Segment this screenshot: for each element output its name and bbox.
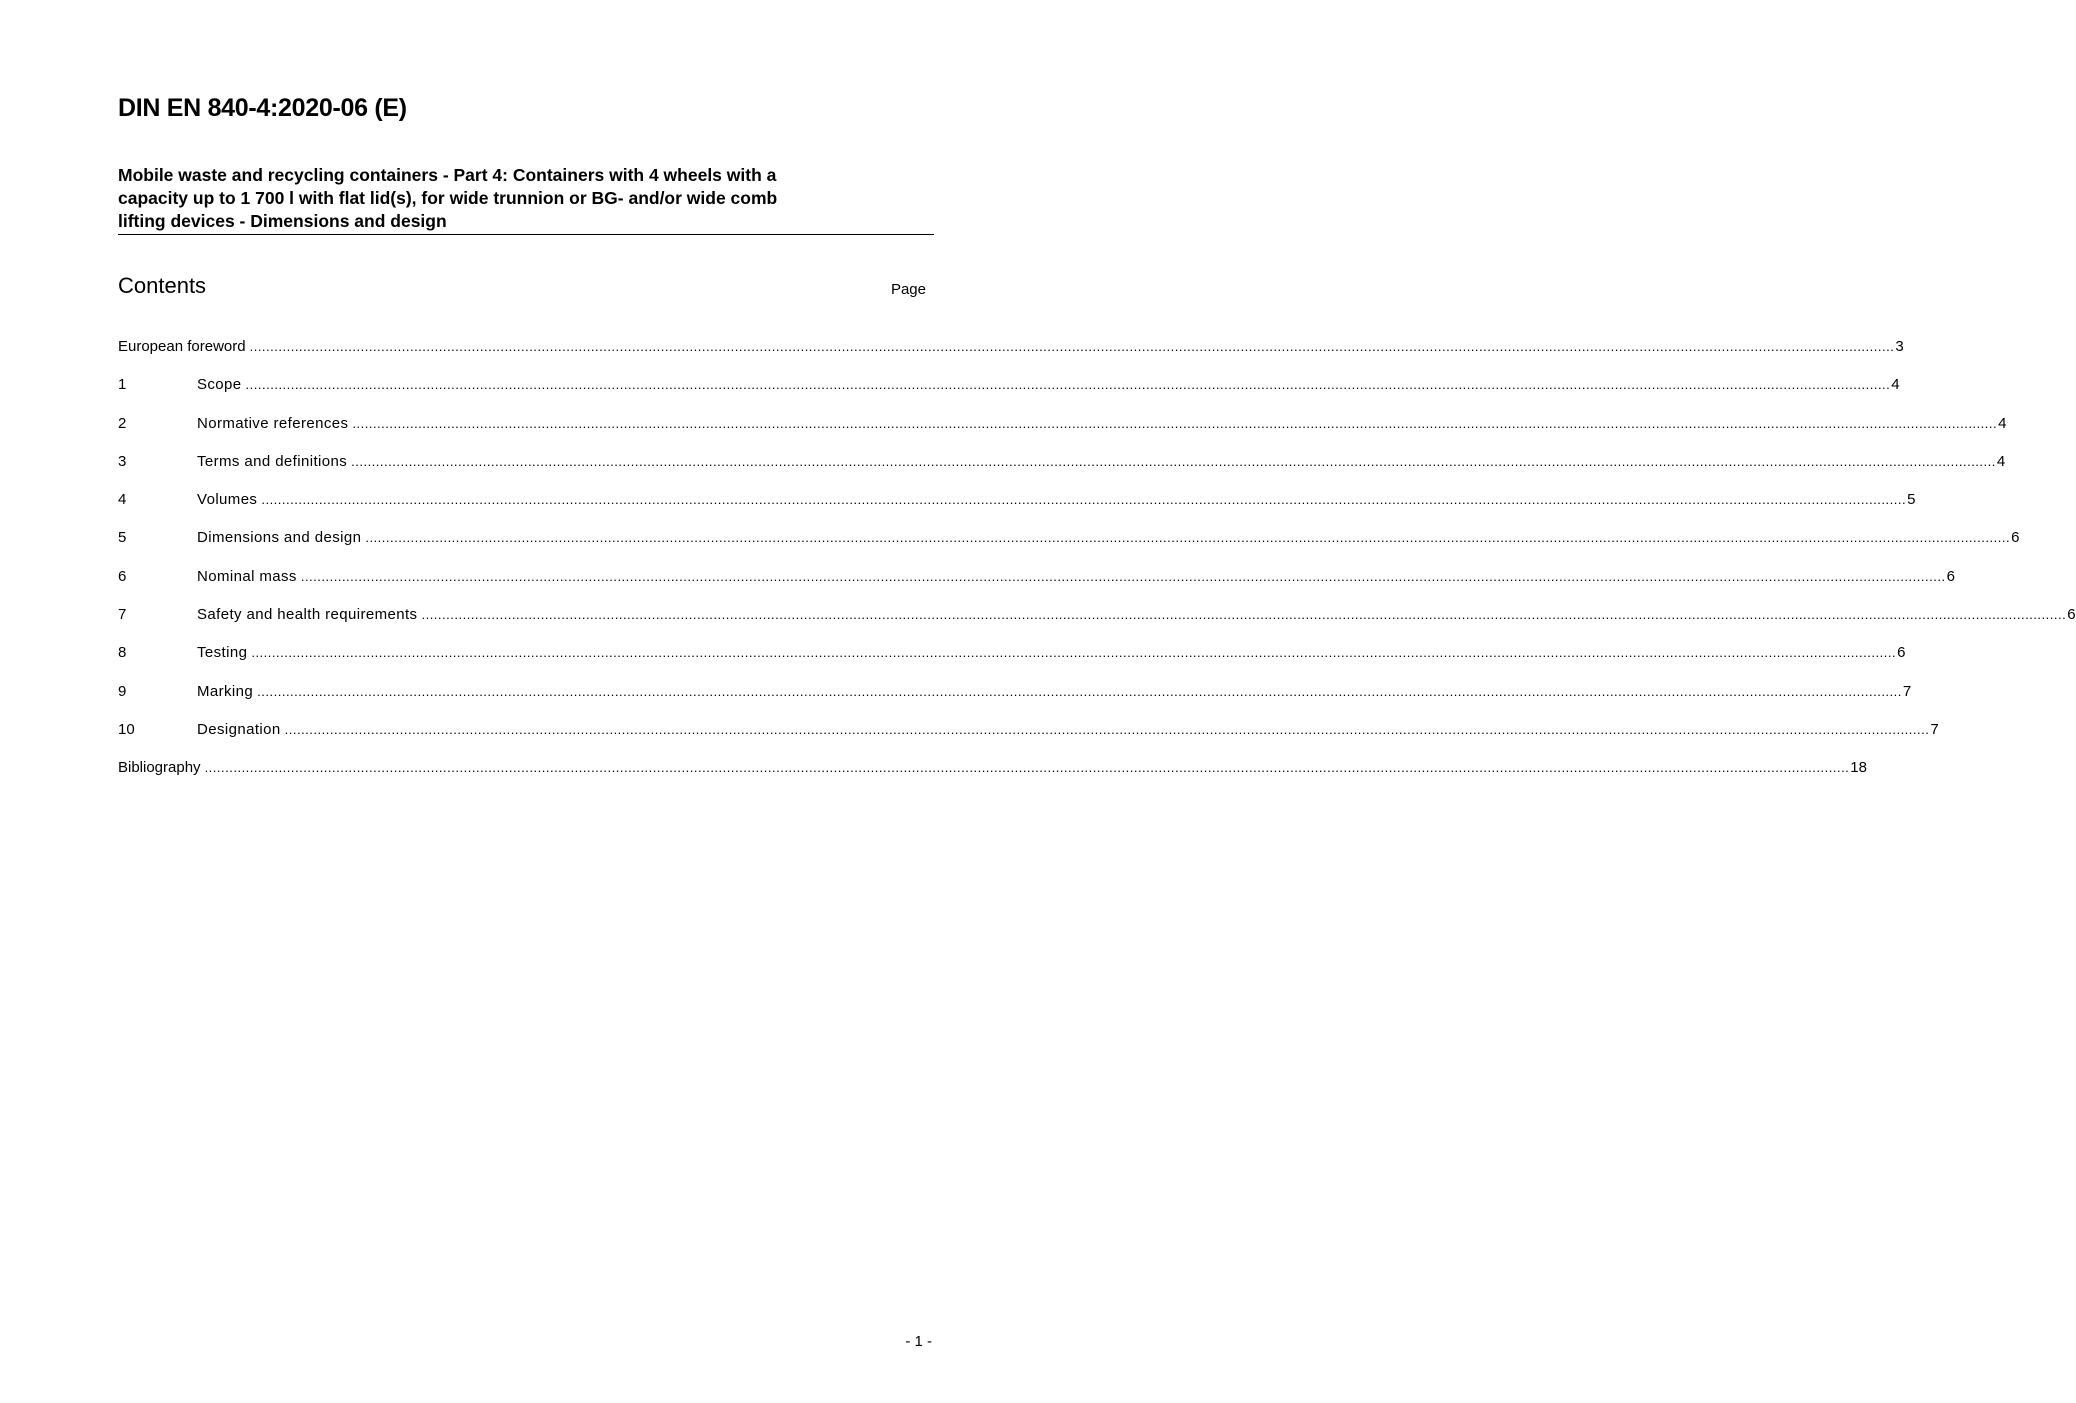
toc-entry-page: 6	[2011, 529, 2020, 547]
toc-entry-number: 9	[118, 682, 127, 700]
toc-entry-page: 7	[1902, 682, 1912, 700]
page-column-heading: Page	[890, 281, 926, 298]
toc-entry-label: European foreword	[118, 338, 246, 355]
dot-leader: ................................................................................................................................................................................................................................................................................................................................................................................................................	[352, 415, 1998, 431]
title-line: lifting devices - Dimensions and design	[118, 211, 447, 231]
toc-entry-number: 2	[118, 414, 127, 432]
title-line: capacity up to 1 700 l with flat lid(s), for wide trunnion or BG- and/or wide comb	[118, 188, 778, 208]
document-title	[118, 164, 934, 235]
toc-entry-label: Testing	[197, 644, 248, 662]
toc-entry[interactable]	[118, 759, 1867, 797]
dot-leader: ................................................................................................................................................................................................................................................................................................................................................................................................................	[421, 607, 2067, 623]
contents-heading: Contents	[118, 273, 207, 298]
toc-entry[interactable]	[118, 414, 2007, 453]
toc-entry-page: 7	[1930, 720, 1939, 738]
toc-entry-label: Scope	[197, 376, 242, 394]
toc-entry-number: 7	[118, 606, 127, 624]
toc-entry-number: 3	[118, 452, 127, 470]
toc-entry-page: 4	[1998, 414, 2007, 432]
toc-entry[interactable]	[118, 491, 1916, 529]
dot-leader: ................................................................................................................................................................................................................................................................................................................................................................................................................	[257, 683, 1902, 699]
title-line: Mobile waste and recycling containers - Part 4: Containers with 4 wheels with a	[118, 165, 777, 185]
toc-entry-page: 6	[2067, 606, 2076, 624]
dot-leader: ................................................................................................................................................................................................................................................................................................................................................................................................................	[300, 568, 1946, 584]
dot-leader: ................................................................................................................................................................................................................................................................................................................................................................................................................	[204, 760, 1850, 776]
toc-entry-page: 6	[1897, 644, 1906, 662]
toc-entry[interactable]	[118, 644, 1906, 682]
toc-entry-number: 6	[118, 567, 127, 585]
toc-entry-number: 5	[118, 529, 127, 547]
toc-entry-label: Designation	[197, 720, 281, 738]
dot-leader: ................................................................................................................................................................................................................................................................................................................................................................................................................	[261, 492, 1907, 508]
dot-leader: ................................................................................................................................................................................................................................................................................................................................................................................................................	[251, 645, 1897, 661]
toc-entry-page: 4	[1996, 452, 2006, 470]
toc-entry-page: 6	[1946, 567, 1955, 585]
toc-entry-label: Terms and definitions	[197, 452, 348, 470]
toc-entry-page: 4	[1891, 376, 1900, 394]
toc-entry-label: Bibliography	[118, 759, 201, 777]
toc-entry-number: 1	[118, 376, 127, 394]
toc-entry[interactable]	[118, 720, 1939, 759]
toc-entry[interactable]	[118, 682, 1912, 721]
toc-entry-label: Nominal mass	[197, 567, 297, 585]
toc-entry-page: 18	[1850, 759, 1867, 777]
toc-entry-page: 3	[1895, 338, 1904, 355]
page-number: - 1 -	[905, 1333, 932, 1350]
toc-entry-label: Volumes	[197, 491, 258, 509]
table-of-contents	[118, 338, 2076, 798]
document-id: DIN EN 840-4:2020-06 (E)	[118, 94, 407, 122]
toc-entry-number: 8	[118, 644, 127, 662]
toc-entry-page: 5	[1907, 491, 1916, 509]
dot-leader: ................................................................................................................................................................................................................................................................................................................................................................................................................	[365, 530, 2011, 546]
dot-leader: ................................................................................................................................................................................................................................................................................................................................................................................................................	[284, 721, 1930, 737]
toc-entry-label: Normative references	[197, 414, 349, 432]
toc-entry[interactable]	[118, 452, 2006, 491]
toc-entry-number: 10	[118, 720, 135, 738]
toc-entry[interactable]	[118, 567, 1955, 606]
dot-leader: ................................................................................................................................................................................................................................................................................................................................................................................................................	[249, 339, 1895, 354]
toc-entry-label: Marking	[197, 682, 254, 700]
toc-entry[interactable]	[118, 338, 1904, 376]
toc-entry[interactable]	[118, 529, 2020, 567]
dot-leader: ................................................................................................................................................................................................................................................................................................................................................................................................................	[351, 453, 1996, 469]
toc-entry-label: Safety and health requirements	[197, 606, 418, 624]
toc-entry[interactable]	[118, 606, 2076, 644]
toc-entry-label: Dimensions and design	[197, 529, 362, 547]
toc-entry-number: 4	[118, 491, 127, 509]
dot-leader: ................................................................................................................................................................................................................................................................................................................................................................................................................	[245, 377, 1891, 393]
toc-entry[interactable]	[118, 376, 1900, 414]
